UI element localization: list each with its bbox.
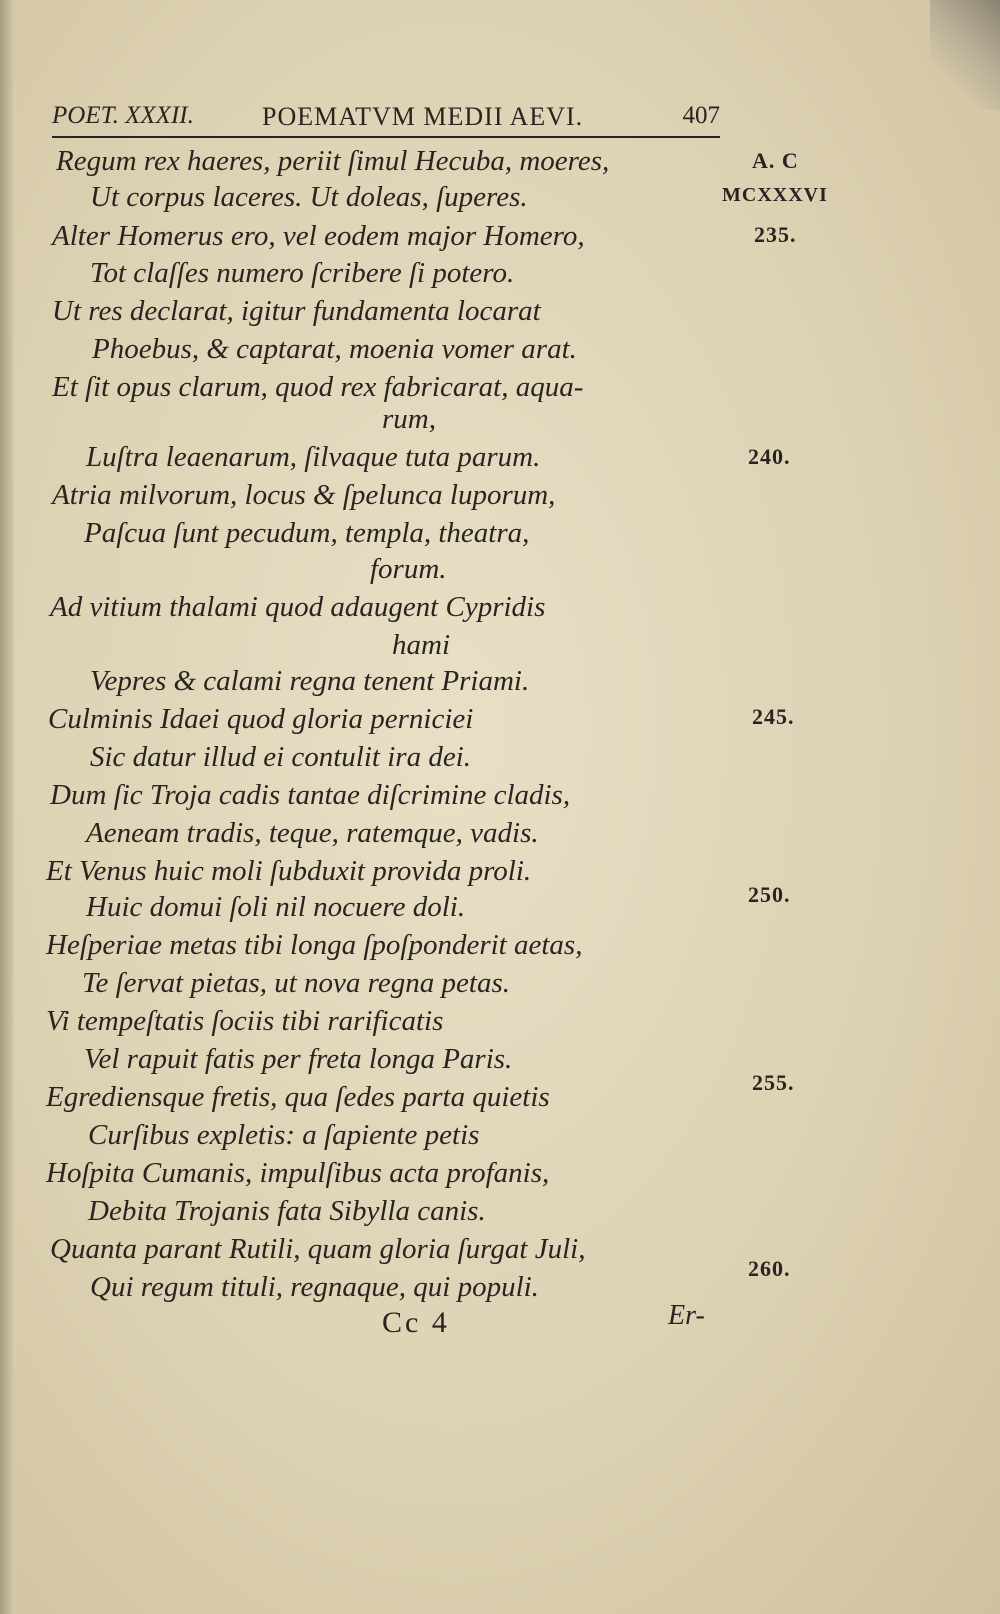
verse-line-continuation: hami [392, 629, 450, 661]
margin-line-number: 245. [752, 704, 795, 729]
margin-year-value: MCXXXVI [722, 184, 828, 206]
verse-line: Vepres & calami regna tenent Priami. [90, 665, 530, 697]
margin-line-number: 235. [754, 222, 797, 247]
header-section-label: POET. XXXII. [52, 102, 194, 129]
verse-line: Paſcua ſunt pecudum, templa, theatra, [84, 517, 530, 549]
catchword: Er- [668, 1300, 705, 1331]
verse-line: Luſtra leaenarum, ſilvaque tuta parum. [86, 441, 541, 473]
verse-line-continuation: rum, [382, 403, 436, 435]
margin-line-number: 255. [752, 1070, 795, 1095]
verse-line: Hoſpita Cumanis, impulſibus acta profanis, [46, 1157, 550, 1189]
verse-line: Et Venus huic moli ſubduxit provida proli. [46, 855, 532, 887]
signature-mark: Cc 4 [382, 1306, 450, 1339]
margin-line-number: 250. [748, 882, 791, 907]
margin-line-number: 260. [748, 1256, 791, 1281]
verse-line: Debita Trojanis fata Sibylla canis. [88, 1195, 486, 1227]
verse-line: Et ſit opus clarum, quod rex fabricarat, aqua- [52, 371, 584, 403]
verse-line: Curſibus expletis: a ſapiente petis [88, 1119, 480, 1151]
verse-line: Ad vitium thalami quod adaugent Cypridis [50, 591, 546, 623]
verse-line: Aeneam tradis, teque, ratemque, vadis. [86, 817, 539, 849]
verse-line: Huic domui ſoli nil nocuere doli. [86, 891, 466, 923]
verse-line: Heſperiae metas tibi longa ſpoſponderit aetas, [46, 929, 583, 961]
verse-line: Vel rapuit fatis per freta longa Paris. [84, 1043, 513, 1075]
page-corner-fold [930, 0, 1000, 110]
running-header [52, 96, 720, 138]
verse-line: Tot claſſes numero ſcribere ſi potero. [90, 257, 515, 289]
margin-line-number: 240. [748, 444, 791, 469]
verse-line: Culminis Idaei quod gloria perniciei [48, 703, 474, 735]
verse-line: Egrediensque fretis, qua ſedes parta quietis [46, 1081, 550, 1113]
verse-line: Quanta parant Rutili, quam gloria ſurgat Juli, [50, 1233, 586, 1265]
page-gutter-edge [0, 0, 14, 1614]
verse-line: Qui regum tituli, regnaque, qui populi. [90, 1271, 539, 1303]
verse-line: Ut res declarat, igitur fundamenta locarat [52, 295, 541, 327]
page-number: 407 [682, 102, 720, 129]
margin-year-label: A. C [752, 148, 799, 173]
verse-line: Te ſervat pietas, ut nova regna petas. [82, 967, 510, 999]
verse-line: Phoebus, & captarat, moenia vomer arat. [92, 333, 577, 365]
verse-line: Sic datur illud ei contulit ira dei. [90, 741, 471, 773]
verse-line: Regum rex haeres, periit ſimul Hecuba, moeres, [56, 145, 610, 177]
header-title: POEMATVM MEDII AEVI. [262, 102, 584, 131]
verse-line: Atria milvorum, locus & ſpelunca luporum, [52, 479, 556, 511]
verse-line: Alter Homerus ero, vel eodem major Homero, [52, 220, 585, 252]
verse-line-continuation: forum. [370, 553, 447, 585]
verse-line: Ut corpus laceres. Ut doleas, ſuperes. [90, 181, 528, 213]
verse-line: Vi tempeſtatis ſociis tibi rarificatis [46, 1005, 444, 1037]
verse-line: Dum ſic Troja cadis tantae diſcrimine cladis, [50, 779, 571, 811]
